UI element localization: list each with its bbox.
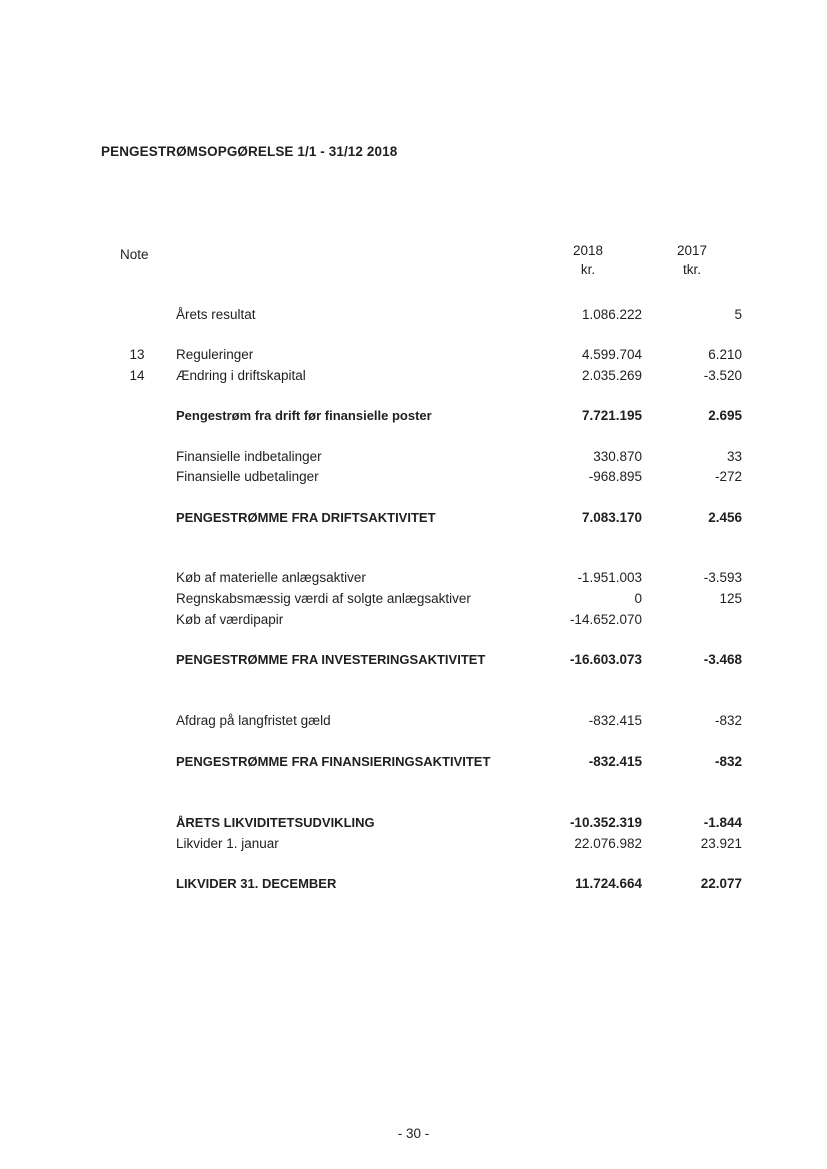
column-2017-unit: tkr. xyxy=(682,262,701,277)
row-label: Finansielle indbetalinger xyxy=(176,449,322,464)
row-label: Finansielle udbetalinger xyxy=(176,469,319,484)
column-2017-year: 2017 xyxy=(676,243,708,258)
table-row xyxy=(0,305,827,325)
row-label: Likvider 1. januar xyxy=(176,836,279,851)
table-row xyxy=(0,345,827,365)
value-2018: -1.951.003 xyxy=(577,570,642,585)
row-label: Regnskabsmæssig værdi af solgte anlægsaktiver xyxy=(176,591,471,606)
row-note: 14 xyxy=(129,368,145,383)
value-2018: -832.415 xyxy=(588,754,642,769)
value-2018: 11.724.664 xyxy=(575,876,642,891)
row-label: Reguleringer xyxy=(176,347,254,362)
column-2018-unit: kr. xyxy=(580,262,596,277)
total-row xyxy=(0,874,827,894)
value-2017: -832 xyxy=(714,713,742,728)
value-2017: -3.520 xyxy=(703,368,742,383)
value-2017: 22.077 xyxy=(700,876,742,891)
row-label: PENGESTRØMME FRA DRIFTSAKTIVITET xyxy=(176,510,436,525)
value-2018: -832.415 xyxy=(588,713,642,728)
row-label: Ændring i driftskapital xyxy=(176,368,306,383)
table-row xyxy=(0,711,827,731)
row-label: Afdrag på langfristet gæld xyxy=(176,713,331,728)
value-2018: 7.083.170 xyxy=(581,510,642,525)
table-row xyxy=(0,610,827,630)
value-2018: 7.721.195 xyxy=(581,408,642,423)
row-label: Pengestrøm fra drift før finansielle poster xyxy=(176,408,432,423)
row-label: Årets resultat xyxy=(176,307,256,322)
value-2017: 23.921 xyxy=(700,836,742,851)
row-note: 13 xyxy=(129,347,145,362)
value-2017: -3.468 xyxy=(703,652,742,667)
column-2018-year: 2018 xyxy=(572,243,604,258)
page-title: PENGESTRØMSOPGØRELSE 1/1 - 31/12 2018 xyxy=(101,144,398,159)
value-2018: -10.352.319 xyxy=(569,815,642,830)
value-2017: -272 xyxy=(714,469,742,484)
value-2017: -832 xyxy=(714,754,742,769)
value-2017: -3.593 xyxy=(703,570,742,585)
value-2017: 2.456 xyxy=(708,510,742,525)
table-row xyxy=(0,589,827,609)
value-2017: 5 xyxy=(734,307,742,322)
table-row xyxy=(0,568,827,588)
subtotal-row xyxy=(0,508,827,528)
subtotal-row xyxy=(0,752,827,772)
value-2017: 6.210 xyxy=(708,347,742,362)
column-header-2018 xyxy=(553,241,623,279)
row-label: PENGESTRØMME FRA FINANSIERINGSAKTIVITET xyxy=(176,754,491,769)
value-2017: 2.695 xyxy=(708,408,742,423)
row-label: ÅRETS LIKVIDITETSUDVIKLING xyxy=(176,815,375,830)
value-2018: -14.652.070 xyxy=(569,612,642,627)
table-row xyxy=(0,467,827,487)
table-row xyxy=(0,447,827,467)
value-2018: 22.076.982 xyxy=(574,836,642,851)
subtotal-row xyxy=(0,406,827,426)
value-2017: -1.844 xyxy=(703,815,742,830)
value-2018: 1.086.222 xyxy=(581,307,642,322)
table-row xyxy=(0,834,827,854)
row-label: PENGESTRØMME FRA INVESTERINGSAKTIVITET xyxy=(176,652,486,667)
value-2017: 33 xyxy=(726,449,742,464)
subtotal-row xyxy=(0,813,827,833)
table-row xyxy=(0,366,827,386)
subtotal-row xyxy=(0,650,827,670)
row-label: Køb af materielle anlægsaktiver xyxy=(176,570,366,585)
column-header-2017 xyxy=(657,241,727,279)
note-column-header: Note xyxy=(120,247,149,262)
value-2018: 2.035.269 xyxy=(581,368,642,383)
row-label: Køb af værdipapir xyxy=(176,612,284,627)
value-2018: -16.603.073 xyxy=(569,652,642,667)
row-label: LIKVIDER 31. DECEMBER xyxy=(176,876,337,891)
value-2017: 125 xyxy=(719,591,742,606)
value-2018: -968.895 xyxy=(588,469,642,484)
value-2018: 4.599.704 xyxy=(581,347,642,362)
page-number: - 30 - xyxy=(397,1126,430,1141)
value-2018: 0 xyxy=(634,591,642,606)
value-2018: 330.870 xyxy=(593,449,642,464)
